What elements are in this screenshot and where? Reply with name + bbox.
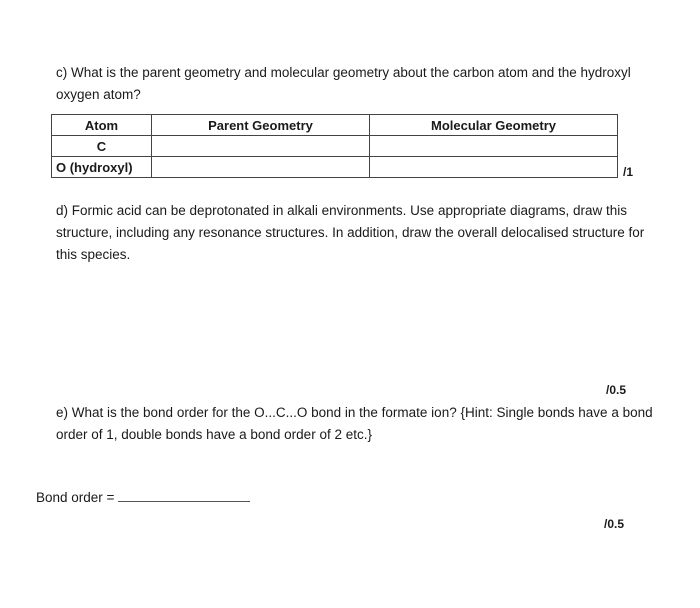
cell-molecular-geometry-carbon[interactable]: [370, 136, 618, 157]
question-d-text: d) Formic acid can be deprotonated in alkali environments. Use appropriate diagrams, draw this structure, including any resonance structures. In addition, draw the overall delocalised structure for this species.: [56, 203, 645, 262]
geometry-table: [51, 114, 618, 178]
question-e-text: e) What is the bond order for the O...C...O bond in the formate ion? {Hint: Single bonds have a bond order of 1, double bonds have a bond order of 2 etc.}: [56, 405, 653, 442]
bond-order-label: Bond order =: [36, 490, 115, 505]
header-parent-geometry: Parent Geometry: [152, 115, 370, 136]
cell-atom-carbon: C: [52, 136, 152, 157]
header-atom: Atom: [52, 115, 152, 136]
bond-order-answer: [36, 490, 250, 505]
question-d-mark: /0.5: [606, 383, 627, 397]
bond-order-answer-line[interactable]: [118, 501, 250, 502]
cell-molecular-geometry-hydroxyl-oxygen[interactable]: [370, 157, 618, 178]
cell-parent-geometry-carbon[interactable]: [152, 136, 370, 157]
cell-atom-hydroxyl-oxygen: O (hydroxyl): [52, 157, 152, 178]
question-c-text: c) What is the parent geometry and molecular geometry about the carbon atom and the hydroxyl oxygen atom?: [56, 65, 631, 102]
question-e-mark: /0.5: [604, 517, 625, 531]
table-row-carbon: [52, 136, 618, 157]
cell-parent-geometry-hydroxyl-oxygen[interactable]: [152, 157, 370, 178]
table-row-hydroxyl-oxygen: [52, 157, 618, 178]
table-header-row: [52, 115, 618, 136]
question-c-mark: /1: [623, 165, 634, 179]
header-molecular-geometry: Molecular Geometry: [370, 115, 618, 136]
